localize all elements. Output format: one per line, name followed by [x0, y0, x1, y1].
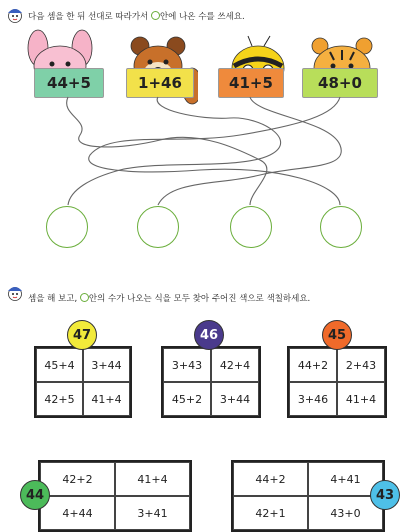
expr-cell[interactable]: 42+5: [36, 382, 83, 416]
circle-icon: [80, 293, 89, 302]
expr-cell[interactable]: 42+4: [211, 348, 259, 382]
answer-circle-1[interactable]: [46, 206, 88, 248]
grid-45: [287, 346, 387, 418]
expr-cell[interactable]: 2+43: [337, 348, 385, 382]
expr-cell[interactable]: 45+2: [163, 382, 211, 416]
expr-cell[interactable]: 4+41: [308, 462, 383, 496]
target-circle-46: 46: [194, 320, 224, 350]
problem-sign-4: 48+0: [302, 68, 378, 98]
maze-lines: [0, 0, 400, 240]
expr-cell[interactable]: 3+43: [163, 348, 211, 382]
expr-cell[interactable]: 3+44: [211, 382, 259, 416]
mascot-icon: [6, 284, 24, 302]
target-circle-44: 44: [20, 480, 50, 510]
grid-44: [38, 460, 192, 532]
instruction-1: 다음 셈을 한 뒤 선대로 따라가서 안에 나온 수를 쓰세요.: [28, 12, 245, 22]
grid-43: [231, 460, 385, 532]
instruction-2: 셈을 해 보고, 안의 수가 나오는 식을 모두 찾아 주어진 색으로 색칠하세요.: [28, 294, 311, 304]
problem-sign-1: 44+5: [34, 68, 104, 98]
target-circle-47: 47: [67, 320, 97, 350]
expr-cell[interactable]: 43+0: [308, 496, 383, 530]
expr-cell[interactable]: 41+4: [115, 462, 190, 496]
expr-cell[interactable]: 41+4: [83, 382, 130, 416]
answer-circle-2[interactable]: [137, 206, 179, 248]
expr-cell[interactable]: 42+1: [233, 496, 308, 530]
target-circle-43: 43: [370, 480, 400, 510]
expr-cell[interactable]: 3+44: [83, 348, 130, 382]
expr-cell[interactable]: 3+41: [115, 496, 190, 530]
problem-sign-2: 1+46: [126, 68, 194, 98]
expr-cell[interactable]: 4+44: [40, 496, 115, 530]
expr-cell[interactable]: 44+2: [233, 462, 308, 496]
expr-cell[interactable]: 3+46: [289, 382, 337, 416]
problem-sign-3: 41+5: [218, 68, 284, 98]
expr-cell[interactable]: 41+4: [337, 382, 385, 416]
grid-47: [34, 346, 132, 418]
expr-cell[interactable]: 42+2: [40, 462, 115, 496]
answer-circle-3[interactable]: [230, 206, 272, 248]
target-circle-45: 45: [322, 320, 352, 350]
expr-cell[interactable]: 45+4: [36, 348, 83, 382]
grid-46: [161, 346, 261, 418]
expr-cell[interactable]: 44+2: [289, 348, 337, 382]
answer-circle-4[interactable]: [320, 206, 362, 248]
